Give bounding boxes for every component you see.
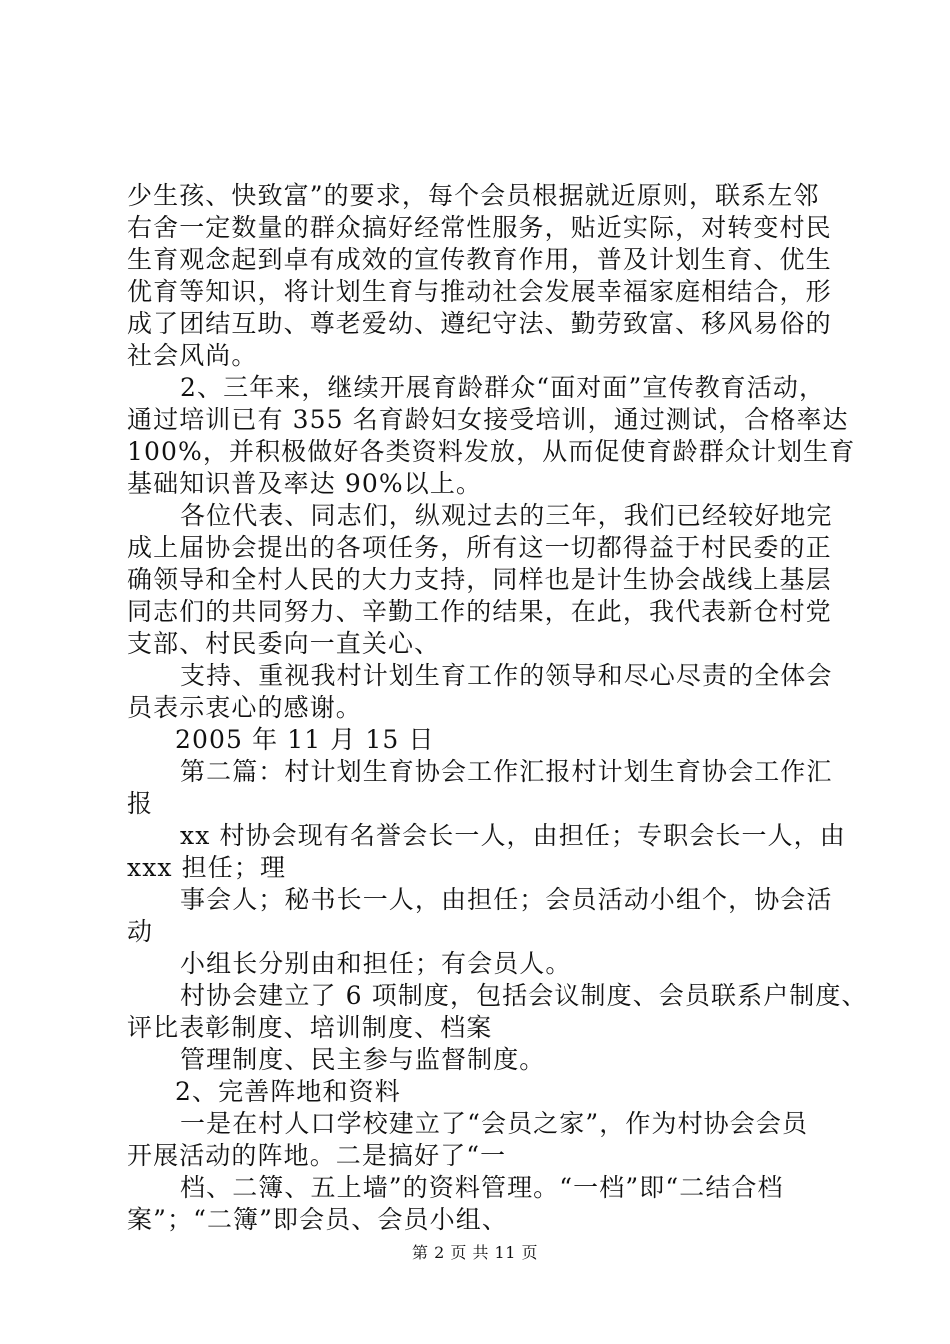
text-line: 生育观念起到卓有成效的宣传教育作用，普及计划生育、优生	[127, 245, 832, 274]
text-line: 各位代表、同志们，纵观过去的三年，我们已经较好地完	[180, 501, 833, 530]
text-line: 支持、重视我村计划生育工作的领导和尽心尽责的全体会	[180, 661, 833, 690]
text-line: 2005 年 11 月 15 日	[175, 725, 435, 754]
text-line: 优育等知识，将计划生育与推动社会发展幸福家庭相结合，形	[127, 277, 832, 306]
text-line: 第二篇：村计划生育协会工作汇报村计划生育协会工作汇	[180, 757, 833, 786]
text-line: 基础知识普及率达 90%以上。	[127, 469, 483, 498]
text-line: 100%，并积极做好各类资料发放，从而促使育龄群众计划生育	[127, 437, 856, 466]
text-line: 成了团结互助、尊老爱幼、遵纪守法、勤劳致富、移风易俗的	[127, 309, 832, 338]
text-line: 通过培训已有 355 名育龄妇女接受培训，通过测试，合格率达	[127, 405, 849, 434]
text-line: 社会风尚。	[127, 341, 258, 370]
text-line: 2、三年来，继续开展育龄群众“面对面”宣传教育活动，	[180, 373, 826, 402]
text-line: xxx 担任；理	[127, 853, 287, 882]
text-line: 开展活动的阵地。二是搞好了“一	[127, 1141, 507, 1170]
text-line: 事会人；秘书长一人，由担任；会员活动小组个，协会活	[180, 885, 833, 914]
text-line: 支部、村民委向一直关心、	[127, 629, 441, 658]
page-number-footer: 第 2 页 共 11 页	[412, 1243, 538, 1262]
text-line: 同志们的共同努力、辛勤工作的结果，在此，我代表新仓村党	[127, 597, 832, 626]
text-line: 评比表彰制度、培训制度、档案	[127, 1013, 493, 1042]
text-line: 小组长分别由和担任；有会员人。	[180, 949, 572, 978]
text-line: 一是在村人口学校建立了“会员之家”，作为村协会会员	[180, 1109, 809, 1138]
text-line: 档、二簿、五上墙”的资料管理。“一档”即“二结合档	[180, 1173, 784, 1202]
text-line: 右舍一定数量的群众搞好经常性服务，贴近实际，对转变村民	[127, 213, 832, 242]
text-line: xx 村协会现有名誉会长一人，由担任；专职会长一人，由	[180, 821, 846, 850]
text-line: 报	[127, 789, 154, 818]
text-line: 动	[127, 917, 154, 946]
text-line: 确领导和全村人民的大力支持，同样也是计生协会战线上基层	[127, 565, 832, 594]
text-line: 管理制度、民主参与监督制度。	[180, 1045, 546, 1074]
text-line: 员表示衷心的感谢。	[127, 693, 362, 722]
text-line: 少生孩、快致富”的要求，每个会员根据就近原则，联系左邻	[127, 181, 820, 210]
text-line: 案”；“二簿”即会员、会员小组、	[127, 1205, 508, 1234]
text-line: 成上届协会提出的各项任务，所有这一切都得益于村民委的正	[127, 533, 832, 562]
text-line: 村协会建立了 6 项制度，包括会议制度、会员联系户制度、	[180, 981, 868, 1010]
text-line: 2、完善阵地和资料	[175, 1077, 401, 1106]
